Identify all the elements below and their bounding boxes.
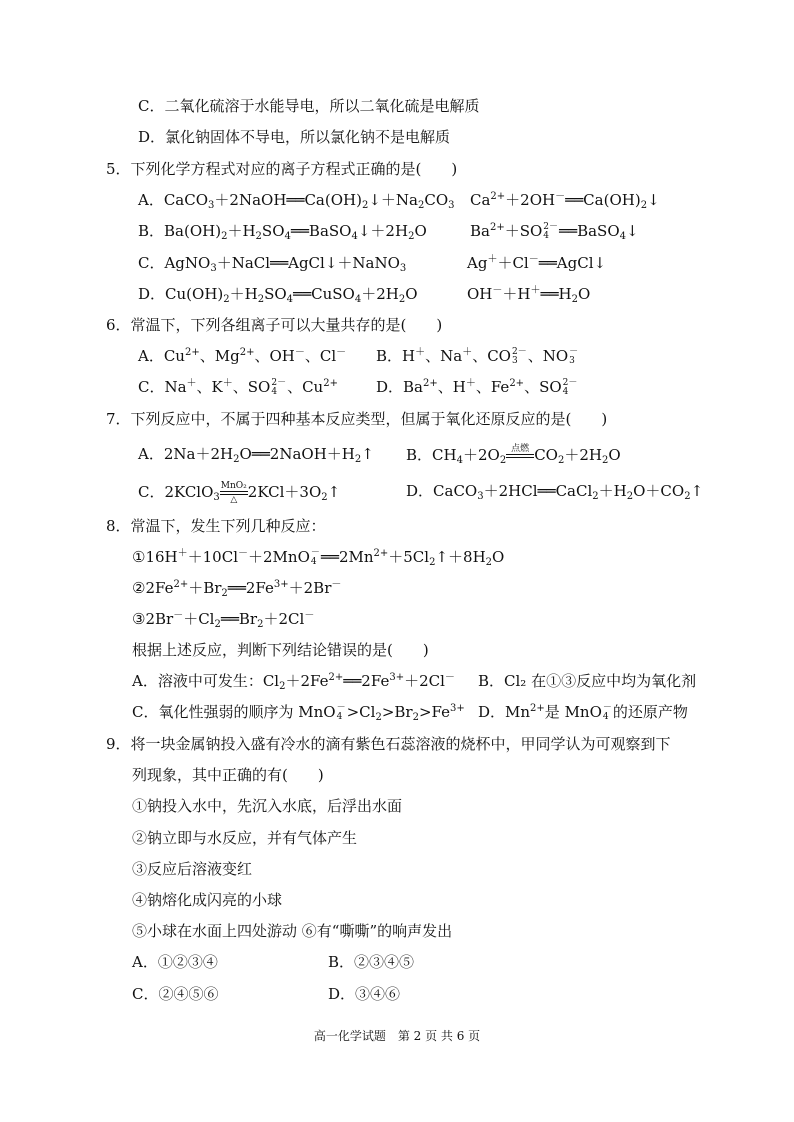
q9-item-2: ②钠立即与水反应，并有气体产生: [132, 829, 358, 847]
q5-option-a: A．$CaCO_3+2NaOH══Ca(OH)_2↓+Na_2CO_3$: [138, 191, 455, 211]
q7-option-d: D．$CaCO_3+2HCl══CaCl_2+H_2O+CO_2↑$: [406, 482, 704, 502]
q9-item-3: ③反应后溶液变红: [132, 860, 253, 878]
q6-option-a: A．$Cu^{2+}$、$Mg^{2+}$、OH－、Cl－: [138, 347, 347, 365]
q5-option-d: D．$Cu(OH)_2+H_2SO_4══CuSO_4+2H_2O$: [138, 285, 418, 305]
q5-option-c: C．AgNO$_3$＋NaCl══AgCl↓＋NaNO$_3$: [138, 254, 407, 274]
q5-stem: 5．下列化学方程式对应的离子方程式正确的是( ): [106, 160, 458, 178]
reaction-condition-ignite: 点燃: [506, 444, 534, 468]
q6-stem: 6．常温下，下列各组离子可以大量共存的是( ): [106, 316, 443, 334]
q6-option-b: B．H＋、Na＋、CO 2－ 3 、NO － 3: [376, 347, 579, 366]
q9-stem-line1: 9．将一块金属钠投入盛有冷水的滴有紫色石蕊溶液的烧杯中，甲同学认为可观察到下: [106, 735, 671, 753]
q5-option-b: B．$Ba(OH)_2+H_2SO_4══BaSO_4↓+2H_2O$: [138, 222, 427, 242]
q9-item-5: ⑤小球在水面上四处游动 ⑥有“嘶嘶”的响声发出: [132, 922, 453, 940]
q9-item-4: ④钠熔化成闪亮的小球: [132, 891, 283, 909]
q7-option-a: A．$2Na+2H_2O══2NaOH+H_2↑$: [138, 445, 374, 465]
q5-option-a-ionic: $Ca^{2+}+2OH^-══Ca(OH)_2↓$: [470, 191, 660, 211]
q8-option-c: C．氧化性强弱的顺序为 MnO － 4 $>Cl_2>Br_2>Fe^{3+}$: [132, 703, 465, 723]
q8-reaction-3: $③2Br^-+Cl_2══Br_2+2Cl^-$: [132, 610, 315, 630]
q4-option-d: D．氯化钠固体不导电，所以氯化钠不是电解质: [138, 128, 451, 146]
q6-option-c: C．Na＋、K＋、SO 2－ 4 、$Cu^{2+}$: [138, 378, 338, 397]
q8-reaction-1: ①16H＋＋10Cl－＋2MnO － 4 $══2Mn^{2+}+5Cl_2↑+8H_2O$: [132, 548, 505, 568]
q9-item-1: ①钠投入水中，先沉入水底，后浮出水面: [132, 797, 403, 815]
q7-stem: 7．下列反应中，不属于四种基本反应类型，但属于氧化还原反应的是( ): [106, 410, 608, 428]
q6-option-d: D．$Ba^{2+}$、H＋、$Fe^{2+}$、SO 2－ 4: [376, 378, 578, 397]
q8-reaction-2: $②2Fe^{2+}+Br_2══2Fe^{3+}+2Br^-$: [132, 579, 342, 599]
reaction-condition-catalyst: MnO₂ △: [220, 481, 247, 505]
q9-stem-line2: 列现象，其中正确的有( ): [132, 766, 324, 784]
q8-stem: 8．常温下，发生下列几种反应：: [106, 517, 326, 535]
q5-option-c-ionic: Ag＋＋Cl－══AgCl↓: [467, 254, 607, 272]
q9-option-c: C．②④⑤⑥: [132, 985, 219, 1003]
q9-option-a: A．①②③④: [132, 953, 218, 971]
q4-option-c: C．二氧化硫溶于水能导电，所以二氧化硫是电解质: [138, 97, 480, 115]
q9-option-b: B．②③④⑤: [328, 953, 415, 971]
q9-option-d: D．③④⑥: [328, 985, 401, 1003]
q8-judge: 根据上述反应，判断下列结论错误的是( ): [132, 641, 429, 659]
q8-option-d: D．$Mn^{2+}$是 MnO － 4 的还原产物: [478, 703, 688, 722]
q8-option-b: B．Cl₂ 在①③反应中均为氧化剂: [478, 672, 697, 690]
page-footer: 高一化学试题 第 2 页 共 6 页: [313, 1029, 481, 1043]
q8-option-a: A．溶液中可发生：$Cl_2+2Fe^{2+}══2Fe^{3+}+2Cl^-$: [132, 672, 455, 692]
q7-option-c: C．2KClO$_3$ MnO₂ △ $2KCl+3O_2↑$: [138, 481, 341, 505]
q5-option-d-ionic: $OH^-+H^+══H_2O$: [467, 285, 591, 305]
q5-option-b-ionic: $Ba^{2+}+SO$ 2－ 4 ══BaSO$_4$↓: [470, 222, 639, 242]
q7-option-b: B．$CH_4+2O_2$ 点燃 $CO_2+2H_2O$: [406, 444, 621, 466]
